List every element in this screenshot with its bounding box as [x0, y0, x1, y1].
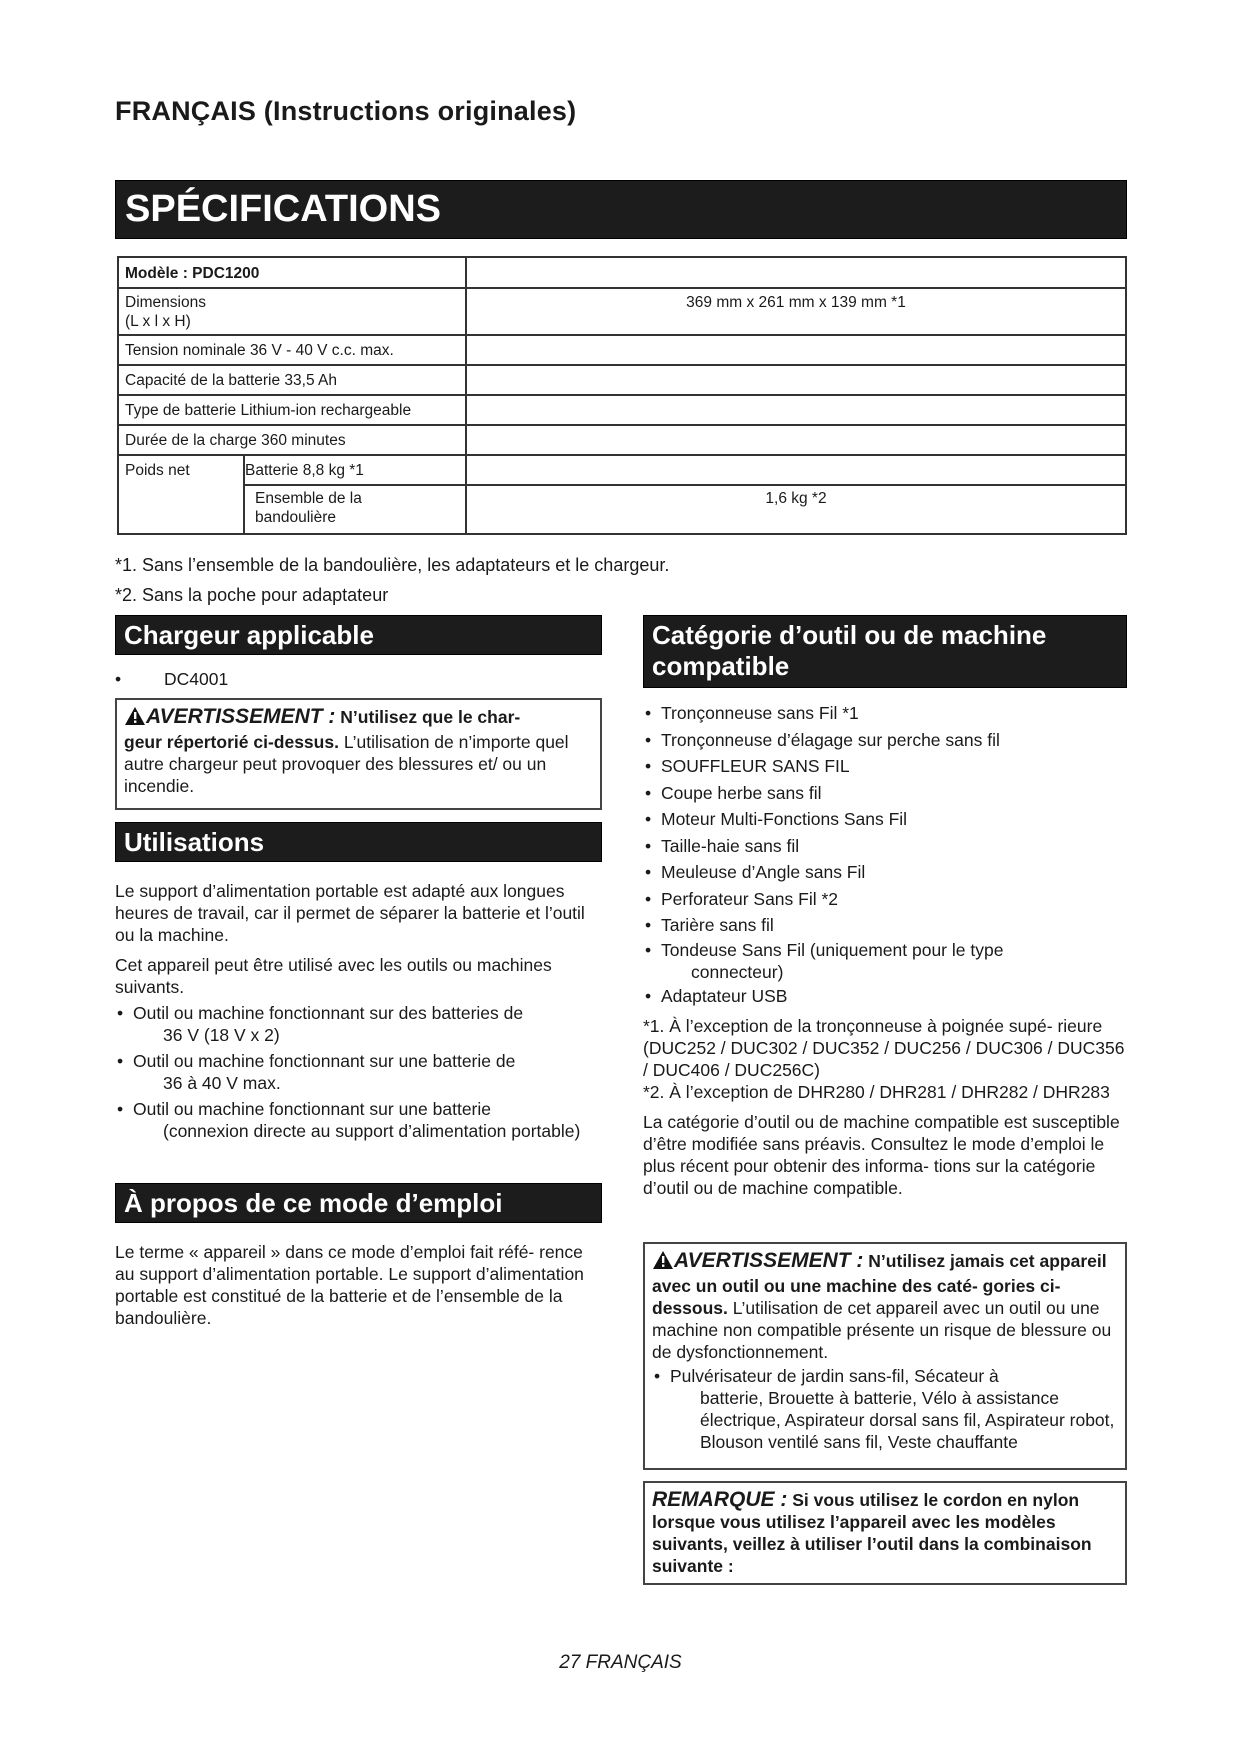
warning-bold-text: N’utilisez jamais cet appareil avec un outil ou une machine des caté- gories ci-dessous.: [652, 1251, 1107, 1318]
list-item: • DC4001: [115, 669, 229, 689]
page-footer: 27 FRANÇAIS: [559, 1652, 682, 1673]
list-item: • Pulvérisateur de jardin sans-fil, Sécateur à batterie, Brouette à batterie, Vélo à assistance électrique, Aspirateur dorsal sans fil, Aspirateur robot, Blouson ventilé sans fil, Veste chauffante: [652, 1365, 1118, 1453]
list-item: • Outil ou machine fonctionnant sur une batterie (connexion directe au support d’alimentation portable): [115, 1098, 602, 1142]
list-item: • SOUFFLEUR SANS FIL: [643, 753, 1127, 780]
categorie-note: *1. À l’exception de la tronçonneuse à poignée supé- rieure (DUC252 / DUC302 / DUC352 / DUC256 / DUC306 / DUC356 / DUC406 / DUC256C): [643, 1016, 1125, 1080]
warning-list: [652, 1365, 1118, 1453]
spec-bandouliere-value: 1,6 kg *2: [466, 485, 1126, 534]
utilisations-paragraph: Le support d’alimentation portable est adapté aux longues heures de travail, car il permet de séparer la batterie et l’outil ou la machine.: [115, 881, 585, 945]
utilisations-paragraph: Cet appareil peut être utilisé avec les outils ou machines suivants.: [115, 955, 552, 997]
warning-label: AVERTISSEMENT :: [146, 705, 336, 728]
remarque-label: REMARQUE :: [652, 1488, 788, 1511]
list-item: • Taille-haie sans fil: [643, 833, 1127, 860]
specifications-heading: SPÉCIFICATIONS: [115, 180, 1127, 239]
categorie-list: [643, 700, 1127, 1009]
page-language-title: FRANÇAIS (Instructions originales): [115, 96, 577, 126]
spec-footnotes: [115, 550, 1125, 610]
warning-bold-text: N’utilisez que le char- geur répertorié ci-dessus.: [124, 707, 521, 752]
spec-model-cell: Modèle : PDC1200: [118, 257, 466, 288]
list-item: • Meuleuse d’Angle sans Fil: [643, 859, 1127, 886]
spec-dimensions-value: 369 mm x 261 mm x 139 mm *1: [466, 288, 1126, 335]
spec-duree-charge: Durée de la charge 360 minutes: [118, 425, 466, 455]
spec-type-batterie: Type de batterie Lithium-ion rechargeable: [118, 395, 466, 425]
warning-triangle-icon: [124, 706, 146, 731]
warning-label: AVERTISSEMENT :: [674, 1249, 864, 1272]
apropos-text: Le terme « appareil » dans ce mode d’emploi fait réfé- rence au support d’alimentation portable. Le support d’alimentation portable est constitué de la batterie et de l’ensemble de la bandoulière.: [115, 1242, 584, 1328]
categorie-content: [643, 700, 1127, 1199]
list-item: • Coupe herbe sans fil: [643, 780, 1127, 807]
list-item: • Tronçonneuse sans Fil *1: [643, 700, 1127, 727]
list-item: • Outil ou machine fonctionnant sur une batterie de 36 à 40 V max.: [115, 1050, 602, 1094]
spec-tension: Tension nominale 36 V - 40 V c.c. max.: [118, 335, 466, 365]
categorie-note: *2. À l’exception de DHR280 / DHR281 / DHR282 / DHR283: [643, 1082, 1110, 1102]
spec-capacite: Capacité de la batterie 33,5 Ah: [118, 365, 466, 395]
spec-bandouliere-label: Ensemble de la bandoulière: [244, 485, 466, 534]
chargeur-heading: Chargeur applicable: [115, 615, 602, 655]
list-item: • Moteur Multi-Fonctions Sans Fil: [643, 806, 1127, 833]
chargeur-list: [115, 668, 595, 690]
spec-footnote: *1. Sans l’ensemble de la bandoulière, les adaptateurs et le chargeur.: [115, 555, 670, 575]
specifications-table: [117, 256, 1127, 535]
spec-poids-label: Poids net: [118, 455, 244, 534]
utilisations-content: [115, 880, 602, 1142]
utilisations-heading: Utilisations: [115, 822, 602, 862]
chargeur-warning-box: [115, 698, 602, 810]
list-item: • Tondeuse Sans Fil (uniquement pour le type connecteur): [643, 939, 1127, 983]
spec-footnote: *2. Sans la poche pour adaptateur: [115, 585, 389, 605]
list-item: • Outil ou machine fonctionnant sur des batteries de 36 V (18 V x 2): [115, 1002, 602, 1046]
list-item: • Perforateur Sans Fil *2: [643, 886, 1127, 913]
warning-triangle-icon: [652, 1250, 674, 1275]
list-item: • Adaptateur USB: [643, 983, 1127, 1010]
spec-poids-batterie: Batterie 8,8 kg *1: [244, 455, 466, 485]
list-item: • Tronçonneuse d’élagage sur perche sans fil: [643, 727, 1127, 754]
categorie-heading: Catégorie d’outil ou de machine compatible: [643, 615, 1127, 688]
remarque-box: [643, 1481, 1127, 1585]
apropos-heading: À propos de ce mode d’emploi: [115, 1183, 602, 1223]
categorie-paragraph: La catégorie d’outil ou de machine compatible est susceptible d’être modifiée sans préavis. Consultez le mode d’emploi le plus récent pour obtenir des informa- tions sur la catégorie d’outil ou de machine compatible.: [643, 1112, 1120, 1198]
list-item: • Tarière sans fil: [643, 912, 1127, 939]
spec-dimensions-label: Dimensions (L x l x H): [118, 288, 466, 335]
remarque-text: Si vous utilisez le cordon en nylon lorsque vous utilisez l’appareil avec les modèles suivants, veillez à utiliser l’outil dans la combinaison suivante :: [652, 1490, 1092, 1576]
warning-text: L’utilisation de n’importe quel autre chargeur peut provoquer des blessures et/ ou un incendie.: [124, 732, 569, 796]
warning-text: L’utilisation de cet appareil avec un outil ou une machine non compatible présente un risque de blessure ou de dysfonctionnement.: [652, 1298, 1112, 1362]
categorie-warning-box: [643, 1242, 1127, 1470]
utilisations-list: [115, 1002, 602, 1142]
